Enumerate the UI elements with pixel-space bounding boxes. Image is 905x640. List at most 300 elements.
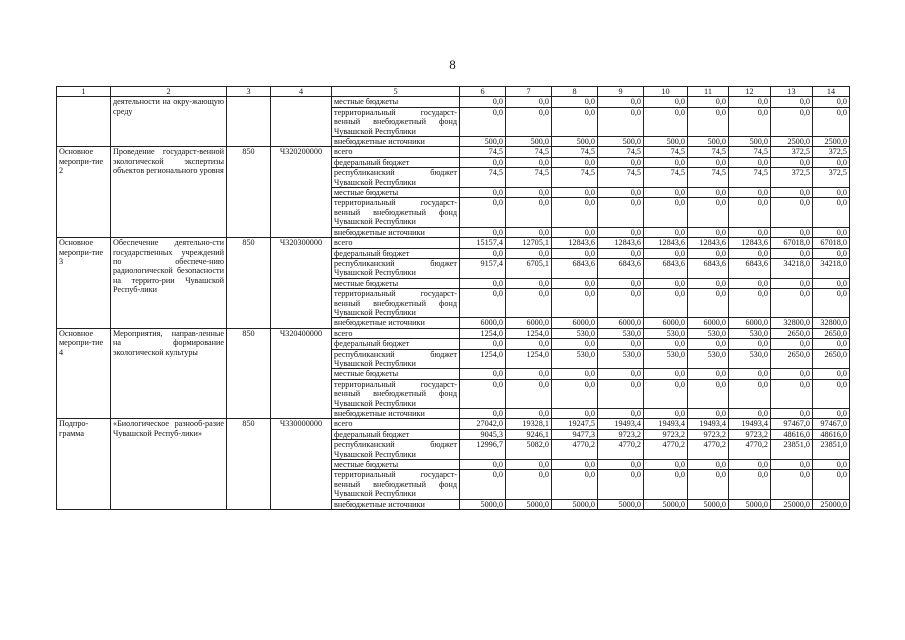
value-cell: 0,0 xyxy=(771,339,813,349)
value-cell: 0,0 xyxy=(506,409,552,419)
value-cell: 0,0 xyxy=(729,409,771,419)
value-cell: 0,0 xyxy=(552,470,598,499)
header-cell: 3 xyxy=(227,87,271,97)
value-cell: 0,0 xyxy=(771,409,813,419)
funding-source-cell: республиканский бюджет Чувашской Республики xyxy=(332,349,460,369)
value-cell: 5000,0 xyxy=(460,499,506,509)
value-cell: 4770,2 xyxy=(644,440,688,460)
funding-source-cell: территориальный государст-венный внебюджетный фонд Чувашской Республики xyxy=(332,198,460,227)
measure-cell: Основное меропри-тие 2 xyxy=(57,147,111,238)
value-cell: 9157,4 xyxy=(460,258,506,278)
measure-cell: Подпро-грамма xyxy=(57,419,111,510)
header-cell: 8 xyxy=(552,87,598,97)
value-cell: 0,0 xyxy=(506,470,552,499)
value-cell: 0,0 xyxy=(688,107,729,136)
value-cell: 530,0 xyxy=(644,349,688,369)
value-cell: 0,0 xyxy=(644,369,688,379)
value-cell: 0,0 xyxy=(771,470,813,499)
value-cell: 0,0 xyxy=(729,278,771,288)
value-cell: 0,0 xyxy=(813,369,850,379)
value-cell: 32800,0 xyxy=(771,318,813,328)
funding-source-cell: федеральный бюджет xyxy=(332,429,460,439)
funding-source-cell: местные бюджеты xyxy=(332,97,460,107)
value-cell: 9723,2 xyxy=(688,429,729,439)
value-cell: 0,0 xyxy=(729,289,771,318)
value-cell: 6843,6 xyxy=(644,258,688,278)
value-cell: 0,0 xyxy=(598,470,644,499)
funding-source-cell: территориальный государст-венный внебюджетный фонд Чувашской Республики xyxy=(332,379,460,408)
value-cell: 530,0 xyxy=(598,328,644,338)
value-cell: 0,0 xyxy=(644,248,688,258)
budget-code-cell: Ч330000000 xyxy=(271,419,332,510)
value-cell: 0,0 xyxy=(644,107,688,136)
funding-source-cell: всего xyxy=(332,147,460,157)
header-cell: 14 xyxy=(813,87,850,97)
value-cell: 74,5 xyxy=(644,168,688,188)
value-cell: 19493,4 xyxy=(644,419,688,429)
admin-code-cell: 850 xyxy=(227,238,271,329)
value-cell: 19493,4 xyxy=(688,419,729,429)
value-cell: 74,5 xyxy=(506,147,552,157)
value-cell: 0,0 xyxy=(460,460,506,470)
value-cell: 34218,0 xyxy=(813,258,850,278)
value-cell: 12996,7 xyxy=(460,440,506,460)
value-cell: 0,0 xyxy=(460,227,506,237)
value-cell: 0,0 xyxy=(598,339,644,349)
value-cell: 0,0 xyxy=(688,248,729,258)
value-cell: 0,0 xyxy=(460,97,506,107)
value-cell: 0,0 xyxy=(506,339,552,349)
value-cell: 0,0 xyxy=(506,107,552,136)
value-cell: 6843,6 xyxy=(552,258,598,278)
value-cell: 0,0 xyxy=(460,409,506,419)
value-cell: 25000,0 xyxy=(771,499,813,509)
value-cell: 97467,0 xyxy=(813,419,850,429)
value-cell: 500,0 xyxy=(688,137,729,147)
value-cell: 12843,6 xyxy=(552,238,598,248)
value-cell: 6000,0 xyxy=(598,318,644,328)
value-cell: 500,0 xyxy=(644,137,688,147)
value-cell: 74,5 xyxy=(598,147,644,157)
value-cell: 0,0 xyxy=(598,278,644,288)
value-cell: 2500,0 xyxy=(771,137,813,147)
value-cell: 500,0 xyxy=(506,137,552,147)
value-cell: 5000,0 xyxy=(688,499,729,509)
table-row xyxy=(57,97,850,107)
funding-source-cell: федеральный бюджет xyxy=(332,248,460,258)
budget-code-cell xyxy=(271,97,332,147)
value-cell: 0,0 xyxy=(771,278,813,288)
header-cell: 12 xyxy=(729,87,771,97)
value-cell: 0,0 xyxy=(506,227,552,237)
funding-source-cell: внебюджетные источники xyxy=(332,409,460,419)
value-cell: 0,0 xyxy=(552,157,598,167)
value-cell: 0,0 xyxy=(460,379,506,408)
measure-title-cell: «Биологическое разнооб-разие Чувашской Респуб-лики» xyxy=(111,419,227,510)
value-cell: 0,0 xyxy=(506,198,552,227)
admin-code-cell: 850 xyxy=(227,328,271,419)
value-cell: 0,0 xyxy=(688,227,729,237)
value-cell: 0,0 xyxy=(552,339,598,349)
value-cell: 0,0 xyxy=(729,460,771,470)
funding-source-cell: всего xyxy=(332,328,460,338)
value-cell: 0,0 xyxy=(729,227,771,237)
value-cell: 74,5 xyxy=(552,147,598,157)
value-cell: 19493,4 xyxy=(598,419,644,429)
value-cell: 9723,2 xyxy=(598,429,644,439)
value-cell: 5000,0 xyxy=(506,499,552,509)
value-cell: 0,0 xyxy=(771,188,813,198)
value-cell: 25000,0 xyxy=(813,499,850,509)
value-cell: 5000,0 xyxy=(552,499,598,509)
value-cell: 67018,0 xyxy=(771,238,813,248)
value-cell: 19247,5 xyxy=(552,419,598,429)
funding-source-cell: территориальный государст-венный внебюджетный фонд Чувашской Республики xyxy=(332,470,460,499)
value-cell: 97467,0 xyxy=(771,419,813,429)
value-cell: 34218,0 xyxy=(771,258,813,278)
value-cell: 0,0 xyxy=(598,248,644,258)
value-cell: 0,0 xyxy=(598,227,644,237)
value-cell: 0,0 xyxy=(506,369,552,379)
value-cell: 0,0 xyxy=(460,470,506,499)
value-cell: 1254,0 xyxy=(506,328,552,338)
value-cell: 530,0 xyxy=(688,349,729,369)
value-cell: 0,0 xyxy=(688,470,729,499)
funding-source-cell: республиканский бюджет Чувашской Республики xyxy=(332,168,460,188)
value-cell: 0,0 xyxy=(460,369,506,379)
value-cell: 0,0 xyxy=(598,107,644,136)
value-cell: 23851,0 xyxy=(771,440,813,460)
value-cell: 0,0 xyxy=(729,470,771,499)
value-cell: 48616,0 xyxy=(771,429,813,439)
header-row xyxy=(57,87,850,97)
value-cell: 0,0 xyxy=(598,289,644,318)
value-cell: 19493,4 xyxy=(729,419,771,429)
funding-source-cell: федеральный бюджет xyxy=(332,157,460,167)
value-cell: 5000,0 xyxy=(598,499,644,509)
value-cell: 1254,0 xyxy=(460,349,506,369)
value-cell: 6000,0 xyxy=(688,318,729,328)
value-cell: 500,0 xyxy=(552,137,598,147)
value-cell: 0,0 xyxy=(506,379,552,408)
value-cell: 0,0 xyxy=(506,97,552,107)
value-cell: 0,0 xyxy=(688,97,729,107)
funding-source-cell: республиканский бюджет Чувашской Республики xyxy=(332,440,460,460)
admin-code-cell: 850 xyxy=(227,147,271,238)
value-cell: 372,5 xyxy=(771,168,813,188)
value-cell: 500,0 xyxy=(729,137,771,147)
value-cell: 6000,0 xyxy=(552,318,598,328)
value-cell: 0,0 xyxy=(552,289,598,318)
value-cell: 0,0 xyxy=(688,379,729,408)
header-cell: 6 xyxy=(460,87,506,97)
value-cell: 0,0 xyxy=(552,379,598,408)
value-cell: 74,5 xyxy=(729,147,771,157)
value-cell: 0,0 xyxy=(644,157,688,167)
value-cell: 2500,0 xyxy=(813,137,850,147)
funding-source-cell: местные бюджеты xyxy=(332,188,460,198)
value-cell: 530,0 xyxy=(644,328,688,338)
value-cell: 0,0 xyxy=(644,278,688,288)
value-cell: 0,0 xyxy=(771,227,813,237)
value-cell: 500,0 xyxy=(598,137,644,147)
value-cell: 0,0 xyxy=(460,248,506,258)
value-cell: 27042,0 xyxy=(460,419,506,429)
value-cell: 4770,2 xyxy=(552,440,598,460)
value-cell: 530,0 xyxy=(688,328,729,338)
value-cell: 0,0 xyxy=(688,278,729,288)
value-cell: 12843,6 xyxy=(644,238,688,248)
value-cell: 19328,1 xyxy=(506,419,552,429)
value-cell: 4770,2 xyxy=(688,440,729,460)
value-cell: 530,0 xyxy=(552,349,598,369)
value-cell: 1254,0 xyxy=(506,349,552,369)
funding-source-cell: внебюджетные источники xyxy=(332,227,460,237)
value-cell: 0,0 xyxy=(598,409,644,419)
value-cell: 500,0 xyxy=(460,137,506,147)
funding-table xyxy=(56,86,850,510)
value-cell: 530,0 xyxy=(598,349,644,369)
funding-source-cell: местные бюджеты xyxy=(332,278,460,288)
value-cell: 0,0 xyxy=(729,339,771,349)
value-cell: 0,0 xyxy=(506,289,552,318)
header-cell: 2 xyxy=(111,87,227,97)
value-cell: 0,0 xyxy=(460,198,506,227)
value-cell: 0,0 xyxy=(644,289,688,318)
value-cell: 0,0 xyxy=(552,198,598,227)
value-cell: 0,0 xyxy=(771,107,813,136)
value-cell: 12843,6 xyxy=(729,238,771,248)
funding-source-cell: местные бюджеты xyxy=(332,369,460,379)
value-cell: 6000,0 xyxy=(644,318,688,328)
measure-title-cell: деятельности на окру-жающую среду xyxy=(111,97,227,147)
value-cell: 0,0 xyxy=(506,188,552,198)
funding-source-cell: местные бюджеты xyxy=(332,460,460,470)
value-cell: 0,0 xyxy=(644,409,688,419)
funding-source-cell: всего xyxy=(332,238,460,248)
value-cell: 0,0 xyxy=(729,157,771,167)
value-cell: 0,0 xyxy=(644,379,688,408)
value-cell: 0,0 xyxy=(598,369,644,379)
value-cell: 0,0 xyxy=(813,278,850,288)
value-cell: 0,0 xyxy=(598,188,644,198)
value-cell: 0,0 xyxy=(598,157,644,167)
value-cell: 12843,6 xyxy=(688,238,729,248)
value-cell: 0,0 xyxy=(688,289,729,318)
value-cell: 6000,0 xyxy=(506,318,552,328)
value-cell: 0,0 xyxy=(598,97,644,107)
value-cell: 1254,0 xyxy=(460,328,506,338)
value-cell: 0,0 xyxy=(813,409,850,419)
funding-source-cell: внебюджетные источники xyxy=(332,499,460,509)
value-cell: 0,0 xyxy=(688,369,729,379)
value-cell: 5000,0 xyxy=(644,499,688,509)
value-cell: 48616,0 xyxy=(813,429,850,439)
admin-code-cell: 850 xyxy=(227,419,271,510)
value-cell: 0,0 xyxy=(644,339,688,349)
value-cell: 0,0 xyxy=(771,198,813,227)
value-cell: 0,0 xyxy=(729,198,771,227)
budget-code-cell: Ч320200000 xyxy=(271,147,332,238)
header-cell: 10 xyxy=(644,87,688,97)
value-cell: 0,0 xyxy=(460,107,506,136)
value-cell: 0,0 xyxy=(729,379,771,408)
value-cell: 0,0 xyxy=(506,278,552,288)
funding-source-cell: федеральный бюджет xyxy=(332,339,460,349)
value-cell: 0,0 xyxy=(771,248,813,258)
measure-cell: Основное меропри-тие 3 xyxy=(57,238,111,329)
value-cell: 0,0 xyxy=(552,369,598,379)
value-cell: 5082,0 xyxy=(506,440,552,460)
budget-code-cell: Ч320400000 xyxy=(271,328,332,419)
value-cell: 0,0 xyxy=(688,157,729,167)
value-cell: 0,0 xyxy=(771,157,813,167)
value-cell: 74,5 xyxy=(688,147,729,157)
measure-title-cell: Обеспечение деятельно-сти государственных учреждений по обеспече-нию радиологической безопасности на террито-рии Чувашской Респуб-лики xyxy=(111,238,227,329)
value-cell: 0,0 xyxy=(644,227,688,237)
value-cell: 0,0 xyxy=(598,379,644,408)
value-cell: 0,0 xyxy=(506,157,552,167)
value-cell: 0,0 xyxy=(813,379,850,408)
measure-cell: Основное меропри-тие 4 xyxy=(57,328,111,419)
value-cell: 530,0 xyxy=(552,328,598,338)
value-cell: 5000,0 xyxy=(729,499,771,509)
value-cell: 0,0 xyxy=(688,460,729,470)
value-cell: 0,0 xyxy=(644,198,688,227)
value-cell: 74,5 xyxy=(460,147,506,157)
value-cell: 0,0 xyxy=(813,97,850,107)
value-cell: 0,0 xyxy=(813,248,850,258)
value-cell: 0,0 xyxy=(771,379,813,408)
value-cell: 32800,0 xyxy=(813,318,850,328)
value-cell: 0,0 xyxy=(771,97,813,107)
value-cell: 0,0 xyxy=(552,188,598,198)
value-cell: 6843,6 xyxy=(729,258,771,278)
measure-title-cell: Мероприятия, направ-ленные на формирование экологической культуры xyxy=(111,328,227,419)
funding-source-cell: внебюджетные источники xyxy=(332,318,460,328)
value-cell: 2650,0 xyxy=(813,349,850,369)
value-cell: 0,0 xyxy=(771,289,813,318)
value-cell: 74,5 xyxy=(598,168,644,188)
value-cell: 0,0 xyxy=(552,107,598,136)
value-cell: 0,0 xyxy=(771,369,813,379)
value-cell: 6000,0 xyxy=(729,318,771,328)
header-cell: 11 xyxy=(688,87,729,97)
header-cell: 5 xyxy=(332,87,460,97)
admin-code-cell xyxy=(227,97,271,147)
value-cell: 0,0 xyxy=(460,289,506,318)
table-row xyxy=(57,419,850,429)
value-cell: 9045,3 xyxy=(460,429,506,439)
value-cell: 0,0 xyxy=(506,460,552,470)
funding-source-cell: внебюджетные источники xyxy=(332,137,460,147)
value-cell: 74,5 xyxy=(729,168,771,188)
value-cell: 9723,2 xyxy=(644,429,688,439)
value-cell: 4770,2 xyxy=(598,440,644,460)
value-cell: 0,0 xyxy=(644,97,688,107)
value-cell: 0,0 xyxy=(688,409,729,419)
value-cell: 0,0 xyxy=(506,248,552,258)
value-cell: 74,5 xyxy=(460,168,506,188)
value-cell: 530,0 xyxy=(729,328,771,338)
value-cell: 0,0 xyxy=(460,278,506,288)
value-cell: 0,0 xyxy=(460,157,506,167)
table-row xyxy=(57,238,850,248)
value-cell: 530,0 xyxy=(729,349,771,369)
value-cell: 372,5 xyxy=(813,147,850,157)
value-cell: 74,5 xyxy=(552,168,598,188)
value-cell: 12843,6 xyxy=(598,238,644,248)
value-cell: 6843,6 xyxy=(688,258,729,278)
header-cell: 9 xyxy=(598,87,644,97)
value-cell: 67018,0 xyxy=(813,238,850,248)
value-cell: 0,0 xyxy=(813,198,850,227)
page-number: 8 xyxy=(449,57,456,72)
value-cell: 0,0 xyxy=(771,460,813,470)
header-cell: 7 xyxy=(506,87,552,97)
value-cell: 2650,0 xyxy=(771,328,813,338)
value-cell: 9723,2 xyxy=(729,429,771,439)
value-cell: 0,0 xyxy=(598,198,644,227)
value-cell: 23851,0 xyxy=(813,440,850,460)
value-cell: 2650,0 xyxy=(771,349,813,369)
value-cell: 0,0 xyxy=(688,339,729,349)
value-cell: 9477,3 xyxy=(552,429,598,439)
value-cell: 74,5 xyxy=(644,147,688,157)
value-cell: 9246,1 xyxy=(506,429,552,439)
value-cell: 6000,0 xyxy=(460,318,506,328)
funding-source-cell: территориальный государст-венный внебюджетный фонд Чувашской Республики xyxy=(332,289,460,318)
value-cell: 0,0 xyxy=(729,188,771,198)
value-cell: 0,0 xyxy=(552,97,598,107)
value-cell: 0,0 xyxy=(813,460,850,470)
value-cell: 6705,1 xyxy=(506,258,552,278)
value-cell: 0,0 xyxy=(552,460,598,470)
measure-title-cell: Проведение государст-венной экологической экспертизы объектов регионального уровня xyxy=(111,147,227,238)
value-cell: 372,5 xyxy=(813,168,850,188)
value-cell: 0,0 xyxy=(688,198,729,227)
value-cell: 0,0 xyxy=(813,188,850,198)
value-cell: 0,0 xyxy=(552,248,598,258)
value-cell: 0,0 xyxy=(813,470,850,499)
value-cell: 0,0 xyxy=(460,188,506,198)
value-cell: 0,0 xyxy=(644,188,688,198)
value-cell: 0,0 xyxy=(688,188,729,198)
value-cell: 0,0 xyxy=(729,107,771,136)
value-cell: 6843,6 xyxy=(598,258,644,278)
value-cell: 0,0 xyxy=(644,460,688,470)
header-cell: 13 xyxy=(771,87,813,97)
value-cell: 15157,4 xyxy=(460,238,506,248)
value-cell: 0,0 xyxy=(460,339,506,349)
value-cell: 74,5 xyxy=(506,168,552,188)
value-cell: 0,0 xyxy=(729,369,771,379)
value-cell: 0,0 xyxy=(644,470,688,499)
value-cell: 372,5 xyxy=(771,147,813,157)
value-cell: 0,0 xyxy=(813,227,850,237)
value-cell: 0,0 xyxy=(729,97,771,107)
value-cell: 12705,1 xyxy=(506,238,552,248)
value-cell: 0,0 xyxy=(552,278,598,288)
value-cell: 0,0 xyxy=(729,248,771,258)
funding-source-cell: территориальный государст-венный внебюджетный фонд Чувашской Республики xyxy=(332,107,460,136)
header-cell: 1 xyxy=(57,87,111,97)
value-cell: 0,0 xyxy=(552,227,598,237)
funding-source-cell: республиканский бюджет Чувашской Республики xyxy=(332,258,460,278)
value-cell: 0,0 xyxy=(552,409,598,419)
measure-cell xyxy=(57,97,111,147)
value-cell: 0,0 xyxy=(813,107,850,136)
